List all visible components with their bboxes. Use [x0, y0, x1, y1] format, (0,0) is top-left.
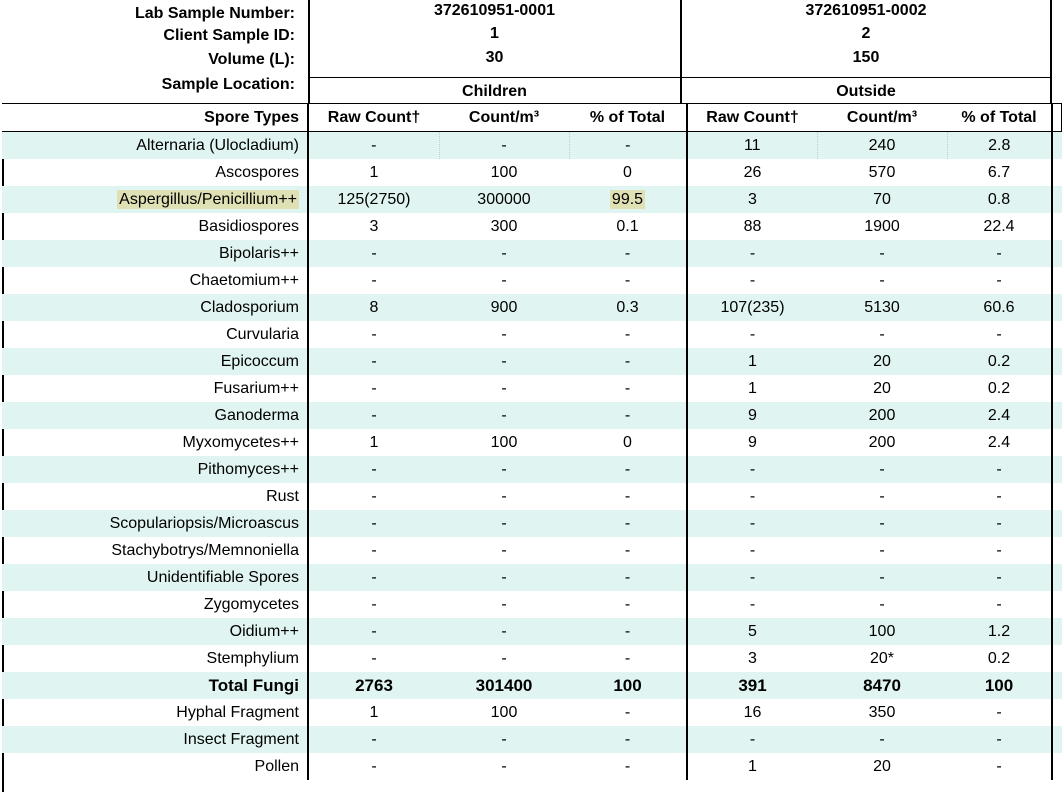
edge-cell — [1052, 753, 1062, 780]
sample-location-label: Sample Location: — [161, 76, 295, 93]
cell: - — [569, 132, 687, 160]
cell: 1900 — [864, 217, 900, 235]
edge-cell — [1052, 375, 1062, 402]
count-m3-header: Count/m³ — [439, 104, 569, 132]
cell: - — [569, 267, 687, 294]
cell: 391 — [687, 672, 817, 699]
cell: - — [308, 456, 439, 483]
cell: 16 — [743, 703, 762, 721]
edge-cell — [1052, 159, 1062, 186]
spore-name: Total Fungi — [2, 672, 308, 699]
cell: 570 — [868, 163, 896, 181]
cell: 2.4 — [947, 402, 1052, 429]
cell: 0.2 — [987, 649, 1011, 667]
cell: - — [439, 240, 569, 267]
cell: - — [569, 537, 687, 564]
sample1-volume: 30 — [485, 49, 504, 66]
cell: - — [817, 726, 947, 753]
cell: - — [501, 649, 507, 667]
table-row — [2, 348, 1062, 375]
pct-total-header: % of Total — [947, 104, 1052, 132]
header-divider — [1050, 0, 1052, 104]
cell: 301400 — [439, 672, 569, 699]
cell: - — [439, 618, 569, 645]
cell: - — [308, 618, 439, 645]
cell: - — [569, 375, 687, 402]
spore-name: Bipolaris++ — [2, 240, 308, 267]
cell: 6.7 — [987, 163, 1011, 181]
cell: 200 — [868, 433, 896, 451]
cell: 1 — [687, 348, 817, 375]
cell: - — [308, 132, 439, 160]
spore-results-table — [2, 104, 1062, 780]
spore-name: Chaetomium++ — [2, 267, 308, 294]
table-row — [2, 240, 1062, 267]
cell: 125(2750) — [308, 186, 439, 213]
edge-cell — [1052, 267, 1062, 294]
cell: 100 — [817, 618, 947, 645]
edge-cell — [1052, 618, 1062, 645]
cell: 5130 — [817, 294, 947, 321]
cell: 3 — [369, 217, 379, 235]
count-m3-header: Count/m³ — [817, 104, 947, 132]
table-row — [2, 699, 1062, 726]
spore-name: Stachybotrys/Memnoniella — [2, 537, 308, 564]
cell: - — [371, 487, 377, 505]
cell: - — [879, 325, 885, 343]
cell: 300000 — [439, 186, 569, 213]
lab-sample-number-label: Lab Sample Number: — [134, 5, 295, 22]
spore-types-header: Spore Types — [2, 104, 308, 132]
cell: 0.8 — [947, 186, 1052, 213]
cell: - — [308, 402, 439, 429]
cell: 8 — [308, 294, 439, 321]
table-row — [2, 726, 1062, 753]
sample2-lab-number: 372610951-0002 — [805, 2, 927, 19]
table-row — [2, 213, 1062, 240]
cell: - — [371, 271, 377, 289]
edge-cell — [1052, 726, 1062, 753]
cell: 20 — [873, 379, 891, 397]
cell: - — [308, 564, 439, 591]
header-divider — [308, 0, 310, 104]
edge-cell — [1052, 402, 1062, 429]
cell: - — [569, 321, 687, 348]
cell: 1 — [748, 379, 757, 397]
cell: - — [749, 595, 756, 613]
sample1-location: Children — [462, 83, 527, 100]
client-sample-id-label: Client Sample ID: — [163, 27, 295, 44]
cell: - — [501, 595, 507, 613]
cell: - — [749, 541, 756, 559]
cell: 107(235) — [687, 294, 817, 321]
spore-name: Pollen — [2, 753, 308, 780]
cell: 100 — [947, 672, 1052, 699]
cell: - — [371, 379, 377, 397]
cell: - — [308, 510, 439, 537]
cell: 1 — [369, 163, 379, 181]
cell: 11 — [687, 132, 817, 160]
sample2-volume: 150 — [852, 49, 880, 66]
spore-name: Stemphylium — [2, 645, 308, 672]
cell: - — [569, 240, 687, 267]
table-row — [2, 402, 1062, 429]
edge-cell — [1052, 348, 1062, 375]
spore-name: Pithomyces++ — [2, 456, 308, 483]
table-row — [2, 186, 1062, 213]
cell: 5 — [687, 618, 817, 645]
table-row — [2, 321, 1062, 348]
edge-cell — [1052, 591, 1062, 618]
spore-name: Myxomycetes++ — [2, 429, 308, 456]
cell: - — [749, 487, 756, 505]
cell: - — [569, 348, 687, 375]
edge-cell — [1052, 240, 1062, 267]
cell: - — [947, 726, 1052, 753]
table-row — [2, 375, 1062, 402]
cell: - — [439, 132, 569, 160]
total-fungi-row — [2, 672, 1062, 699]
cell: - — [687, 240, 817, 267]
cell: - — [569, 699, 687, 726]
edge-cell — [1052, 699, 1062, 726]
cell: - — [371, 325, 377, 343]
table-row — [2, 645, 1062, 672]
cell: 0.3 — [569, 294, 687, 321]
cell: - — [501, 757, 507, 775]
cell: 100 — [490, 703, 518, 721]
cell: - — [996, 325, 1002, 343]
table-row — [2, 267, 1062, 294]
cell: - — [879, 595, 885, 613]
cell: - — [996, 757, 1002, 775]
cell: - — [439, 564, 569, 591]
cell: 1 — [369, 433, 379, 451]
cell: - — [501, 325, 507, 343]
cell: 0.1 — [569, 213, 687, 240]
cell: - — [569, 753, 687, 780]
cell: - — [687, 726, 817, 753]
sample1-lab-number: 372610951-0001 — [433, 2, 555, 19]
cell: 20 — [873, 757, 891, 775]
cell: 900 — [439, 294, 569, 321]
spore-name: Oidium++ — [2, 618, 308, 645]
cell: - — [569, 564, 687, 591]
highlighted-value: 99.5 — [611, 190, 644, 208]
spore-name: Epicoccum — [2, 348, 308, 375]
spore-name: Cladosporium — [2, 294, 308, 321]
cell: - — [817, 564, 947, 591]
cell: - — [687, 510, 817, 537]
spore-name — [2, 186, 308, 213]
cell: - — [817, 456, 947, 483]
edge-cell — [1052, 186, 1062, 213]
sample-header — [0, 0, 1062, 104]
cell: 0.2 — [947, 348, 1052, 375]
edge-cell — [1052, 456, 1062, 483]
edge-cell — [1052, 537, 1062, 564]
sample2-client-id: 2 — [861, 25, 871, 42]
cell: - — [947, 456, 1052, 483]
cell: - — [817, 510, 947, 537]
cell: 8470 — [817, 672, 947, 699]
table-row — [2, 591, 1062, 618]
cell: - — [996, 595, 1002, 613]
edge-cell — [1052, 132, 1062, 160]
cell: - — [308, 348, 439, 375]
cell: - — [996, 271, 1002, 289]
edge-cell — [1052, 510, 1062, 537]
sample2-location: Outside — [836, 83, 896, 100]
cell: - — [996, 703, 1002, 721]
table-row — [2, 159, 1062, 186]
raw-count-header: Raw Count† — [308, 104, 439, 132]
cell: 20 — [817, 348, 947, 375]
cell: - — [947, 240, 1052, 267]
sample1-client-id: 1 — [490, 25, 499, 42]
cell: - — [439, 402, 569, 429]
cell: 100 — [569, 672, 687, 699]
cell: 0 — [569, 159, 687, 186]
cell: - — [439, 348, 569, 375]
cell: - — [371, 757, 377, 775]
cell: - — [569, 483, 687, 510]
cell: - — [879, 487, 885, 505]
cell: - — [569, 456, 687, 483]
highlighted-name: Aspergillus/Penicillium++ — [119, 190, 297, 208]
edge-cell — [1052, 321, 1062, 348]
edge-cell — [1052, 483, 1062, 510]
table-row — [2, 294, 1062, 321]
cell: - — [996, 541, 1002, 559]
spore-name: Fusarium++ — [2, 375, 308, 402]
cell: 2.8 — [947, 132, 1052, 160]
cell: - — [687, 456, 817, 483]
cell: - — [947, 510, 1052, 537]
cell: 300 — [490, 217, 518, 235]
cell: - — [996, 487, 1002, 505]
cell: - — [569, 645, 687, 672]
cell: - — [501, 541, 507, 559]
cell: - — [439, 726, 569, 753]
spore-name: Scopulariopsis/Microascus — [2, 510, 308, 537]
cell: 1.2 — [947, 618, 1052, 645]
cell: 2763 — [308, 672, 439, 699]
cell: 100 — [490, 163, 518, 181]
cell: - — [569, 510, 687, 537]
cell: - — [371, 595, 377, 613]
cell: 9 — [748, 433, 757, 451]
cell: 9 — [687, 402, 817, 429]
pct-total-header: % of Total — [569, 104, 687, 132]
cell: - — [817, 240, 947, 267]
cell: 0.2 — [987, 379, 1011, 397]
spore-name: Alternaria (Ulocladium) — [2, 132, 308, 160]
table-row — [2, 564, 1062, 591]
cell: - — [749, 325, 756, 343]
edge-cell — [1052, 564, 1062, 591]
spore-name: Unidentifiable Spores — [2, 564, 308, 591]
cell: 22.4 — [983, 217, 1015, 235]
table-row — [2, 753, 1062, 780]
edge-cell — [1052, 672, 1062, 699]
cell: - — [569, 618, 687, 645]
column-header-row — [2, 104, 1062, 132]
cell: 3 — [748, 649, 757, 667]
cell: - — [308, 240, 439, 267]
cell — [569, 186, 687, 213]
cell: - — [439, 510, 569, 537]
spore-name: Rust — [2, 483, 308, 510]
cell: - — [371, 541, 377, 559]
spore-name: Curvularia — [2, 321, 308, 348]
spore-name: Zygomycetes — [2, 591, 308, 618]
table-row — [2, 132, 1062, 160]
table-row — [2, 483, 1062, 510]
cell: - — [501, 487, 507, 505]
cell: 26 — [743, 163, 762, 181]
cell: - — [371, 649, 377, 667]
cell: 350 — [868, 703, 896, 721]
cell: 200 — [817, 402, 947, 429]
spore-name: Ganoderma — [2, 402, 308, 429]
table-row — [2, 456, 1062, 483]
cell: - — [569, 402, 687, 429]
cell: 88 — [743, 217, 762, 235]
edge-cell — [1052, 645, 1062, 672]
table-row — [2, 510, 1062, 537]
cell: 60.6 — [947, 294, 1052, 321]
edge-cell — [1052, 429, 1062, 456]
cell: - — [879, 541, 885, 559]
volume-label: Volume (L): — [208, 51, 295, 68]
spore-name: Hyphal Fragment — [2, 699, 308, 726]
cell: - — [947, 564, 1052, 591]
cell: - — [569, 591, 687, 618]
cell: 3 — [687, 186, 817, 213]
cell: 70 — [817, 186, 947, 213]
table-row — [2, 537, 1062, 564]
edge-cell — [1052, 213, 1062, 240]
spore-name: Insect Fragment — [2, 726, 308, 753]
cell: 0 — [569, 429, 687, 456]
cell: - — [501, 379, 507, 397]
edge-cell — [1052, 294, 1062, 321]
cell: 2.4 — [987, 433, 1011, 451]
raw-count-header: Raw Count† — [687, 104, 817, 132]
cell: - — [439, 456, 569, 483]
spore-name: Basidiospores — [2, 213, 308, 240]
cell: 1 — [369, 703, 379, 721]
edge-cell — [1052, 104, 1062, 132]
header-divider — [680, 0, 682, 104]
cell: - — [687, 564, 817, 591]
cell: - — [501, 271, 507, 289]
location-rule — [308, 77, 1052, 78]
cell: - — [749, 271, 756, 289]
cell: 1 — [748, 757, 757, 775]
spore-name: Ascospores — [2, 159, 308, 186]
cell: 100 — [490, 433, 518, 451]
cell: - — [569, 726, 687, 753]
cell: - — [308, 726, 439, 753]
cell: 240 — [817, 132, 947, 160]
cell: 20* — [869, 649, 895, 667]
table-row — [2, 429, 1062, 456]
cell: - — [879, 271, 885, 289]
table-row — [2, 618, 1062, 645]
